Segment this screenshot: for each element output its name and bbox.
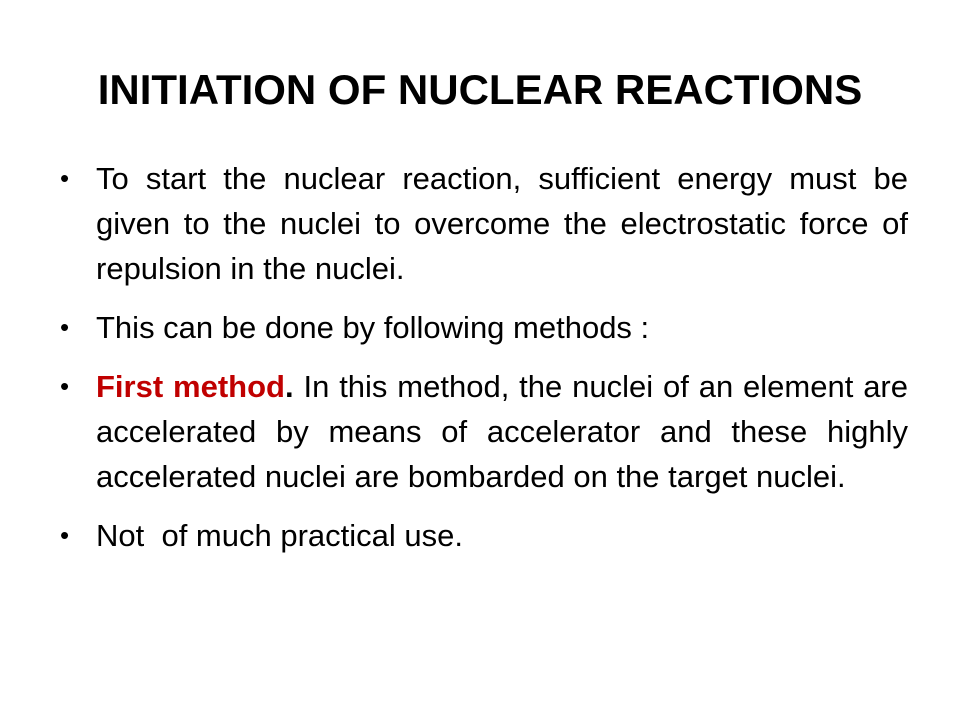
bullet-item-methods [58,305,908,350]
bullet-marker: • [60,520,70,550]
bullet-marker: • [60,163,70,193]
first-method-description: In this method, the nuclei of an element are accelerated by means of accelerator and these highly accelerated nuclei are bombarded on the target nuclei. [96,369,908,494]
bullet-item-first-method [58,364,908,499]
bullet-text: This can be done by following methods : [96,310,650,345]
first-method-heading: First method [96,369,285,404]
bullet-marker: • [60,371,70,401]
bullet-item-energy [58,156,908,291]
first-method-period: . [284,369,294,404]
bullet-text: Not of much practical use. [96,518,463,553]
bullet-item-practical-use [58,513,908,558]
bullet-list [58,156,908,572]
bullet-text: To start the nuclear reaction, sufficient energy must be given to the nuclei to overcome the electrostatic force of repulsion in the nuclei. [96,161,908,286]
slide-title: INITIATION OF NUCLEAR REACTIONS [97,66,863,113]
bullet-marker: • [60,312,70,342]
bullet-text [96,364,908,499]
